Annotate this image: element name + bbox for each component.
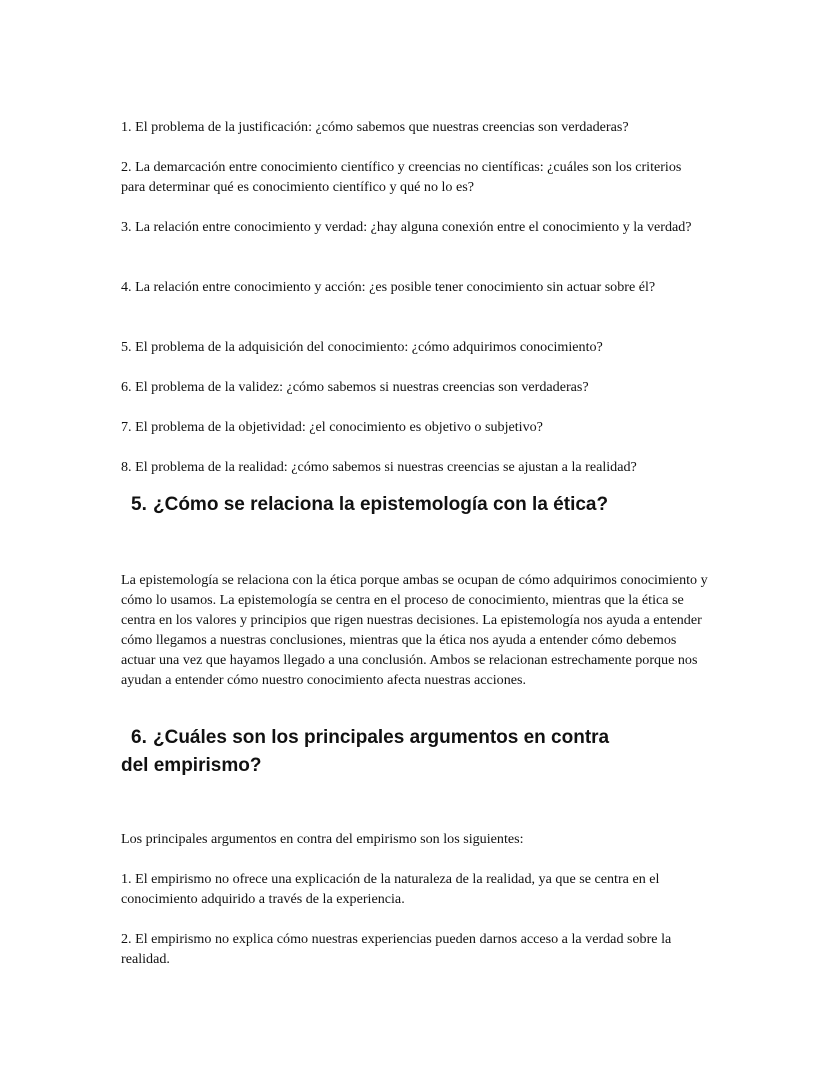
list-item: 1. El empirismo no ofrece una explicación de la naturaleza de la realidad, ya que se centra en el conocimiento adquirido a través de la experiencia. <box>121 871 660 907</box>
section-6-intro: Los principales argumentos en contra del empirismo son los siguientes: <box>121 831 524 847</box>
list-item: 3. La relación entre conocimiento y verdad: ¿hay alguna conexión entre el conocimiento y la verdad? <box>121 219 692 235</box>
list-item: 8. El problema de la realidad: ¿cómo sabemos si nuestras creencias se ajustan a la realidad? <box>121 459 637 475</box>
section-number: 5. <box>131 494 147 515</box>
list-item: 4. La relación entre conocimiento y acción: ¿es posible tener conocimiento sin actuar sobre él? <box>121 279 656 295</box>
list-item: 7. El problema de la objetividad: ¿el conocimiento es objetivo o subjetivo? <box>121 419 543 435</box>
list-item: 2. La demarcación entre conocimiento científico y creencias no científicas: ¿cuáles son los criterios para determinar qué es conocimiento científico y qué no lo es? <box>121 159 682 195</box>
list-item: 6. El problema de la validez: ¿cómo sabemos si nuestras creencias son verdaderas? <box>121 379 589 395</box>
list-item: 1. El problema de la justificación: ¿cómo sabemos que nuestras creencias son verdaderas? <box>121 119 629 135</box>
list-item: 2. El empirismo no explica cómo nuestras experiencias pueden darnos acceso a la verdad sobre la realidad. <box>121 931 672 967</box>
section-title: ¿Cuáles son los principales argumentos en contra del empirismo? <box>121 727 610 776</box>
section-6-heading <box>121 724 631 780</box>
section-number: 6. <box>131 727 147 748</box>
section-5-body: La epistemología se relaciona con la ética porque ambas se ocupan de cómo adquirimos conocimiento y cómo lo usamos. La epistemología se centra en el proceso de conocimiento, mientras que la ética se centra en los valores y principios que rigen nuestras decisiones. La epistemología nos ayuda a entender cómo llegamos a nuestras conclusiones, mientras que la ética nos ayuda a entender cómo debemos actuar una vez que hayamos llegado a una conclusión. Ambos se relacionan estrechamente porque nos ayudan a entender cómo nuestro conocimiento afecta nuestras acciones. <box>121 572 708 688</box>
section-title: ¿Cómo se relaciona la epistemología con la ética? <box>153 494 609 515</box>
list-item: 5. El problema de la adquisición del conocimiento: ¿cómo adquirimos conocimiento? <box>121 339 603 355</box>
section-5-heading <box>121 491 721 519</box>
